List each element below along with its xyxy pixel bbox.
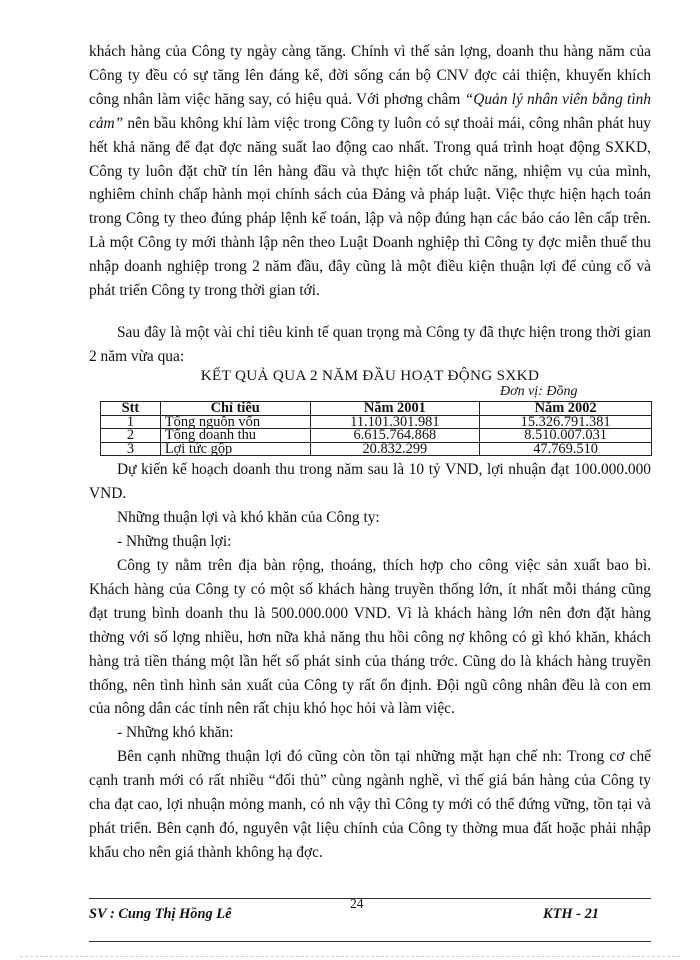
row-stt: 1 <box>101 415 161 429</box>
footer-rule-bottom <box>89 941 651 942</box>
table-row <box>101 442 652 456</box>
intro-text: khách hàng của Công ty ngày càng tăng. Chính vì thế sản lợng, doanh thu hàng năm của Công ty đều có sự tăng lên đáng kể, đời sống cán bộ CNV đợc cải thiện, khuyến khích công nhân làm việc hăng say, có hiệu quả. Với phơng châm <box>89 43 651 108</box>
table-title: KẾT QUẢ QUA 2 NĂM ĐẦU HOẠT ĐỘNG SXKD <box>200 367 540 384</box>
advantages-disadvantages-heading: Những thuận lợi và khó khăn của Công ty: <box>117 509 380 526</box>
footer-rule-top <box>89 898 651 899</box>
page-edge-divider <box>20 956 680 957</box>
indicators-intro: Sau đây là một vài chỉ tiêu kinh tế quan trọng mà Công ty đã thực hiện trong thời gian 2 năm vừa qua: <box>89 324 651 365</box>
intro-paragraph <box>89 40 651 303</box>
table-unit: Đơn vị: Đồng <box>500 384 578 399</box>
table-header-row <box>101 402 652 416</box>
footer-class-code: KTH - 21 <box>543 906 599 922</box>
header-year-2001: Năm 2001 <box>310 402 480 416</box>
row-value-2001: 20.832.299 <box>310 442 480 456</box>
results-table <box>100 401 652 456</box>
row-value-2002: 8.510.007.031 <box>480 429 652 443</box>
row-value-2001: 6.615.764.868 <box>310 429 480 443</box>
advantages-heading: - Những thuận lợi: <box>117 533 232 550</box>
table-row <box>101 429 652 443</box>
intro-text-continued: nên bầu không khí làm việc trong Công ty luôn có sự thoải mái, công nhân phát huy hết khả năng để đạt đợc năng suất lao động cao nhất. Trong quá trình hoạt động SXKD, Công ty luôn đặt chữ tín lên hàng đầu và thực hiện tốt chức năng, nhiệm vụ của mình, nghiêm chỉnh chấp hành mọi chính sách của Đảng và pháp luật. Việc thực hiện hạch toán trong Công ty theo đúng pháp lệnh kế toán, lập và nộp đúng hạn các báo cáo lên cấp trên. Là một Công ty mới thành lập nên theo Luật Doanh nghiệp thì Công ty đợc miễn thuế thu nhập doanh nghiệp trong 2 năm đầu, đây cũng là một điều kiện thuận lợi để củng cố và phát triển Công ty trong thời gian tới. <box>89 114 651 300</box>
header-indicator: Chỉ tiêu <box>160 402 310 416</box>
row-stt: 3 <box>101 442 161 456</box>
disadvantages-paragraph: Bên cạnh những thuận lợi đó cũng còn tồn tại những mặt hạn chế nh: Trong cơ chế cạnh tranh mới có rất nhiều “đối thủ” cùng ngành nghề, vì thế giá bán hàng của Công ty cha đạt cao, lợi nhuận mỏng manh, có nh vậy thì Công ty mới có thể đứng vững, tồn tại và phát triển. Bên cạnh đó, nguyên vật liệu chính của Công ty thờng mua đất hoặc phải nhập khẩu cho nên giá thành không hạ đợc. <box>89 748 651 861</box>
row-indicator: Tổng nguồn vốn <box>160 415 310 429</box>
row-indicator: Lợi tức gộp <box>160 442 310 456</box>
disadvantages-heading: - Những khó khăn: <box>117 724 234 741</box>
header-stt: Stt <box>101 402 161 416</box>
row-value-2002: 15.326.791.381 <box>480 415 652 429</box>
page-number: 24 <box>350 896 364 911</box>
revenue-plan-paragraph: Dự kiến kế hoạch doanh thu trong năm sau là 10 tỷ VND, lợi nhuận đạt 100.000.000 VND. <box>89 461 651 502</box>
row-stt: 2 <box>101 429 161 443</box>
row-value-2002: 47.769.510 <box>480 442 652 456</box>
footer-author: SV : Cung Thị Hồng Lê <box>89 906 232 922</box>
row-value-2001: 11.101.301.981 <box>310 415 480 429</box>
row-indicator: Tổng doanh thu <box>160 429 310 443</box>
advantages-paragraph: Công ty nằm trên địa bàn rộng, thoáng, thích hợp cho công việc sản xuất bao bì. Khách hàng của Công ty có một số khách hàng truyền thống lớn, ít nhất mỗi tháng cũng đạt trung bình doanh thu là 500.000.000 VND. Vì là khách hàng lớn nên đơn đặt hàng thờng với số lợng nhiều, hơn nữa khả năng thu hồi công nợ không có gì khó khăn, khách hàng trả tiền tháng một lần hết số phát sinh của tháng trớc. Cũng do là khách hàng truyền thống, nên tình hình sản xuất của Công ty rất ổn định. Đội ngũ công nhân đều là con em của nông dân các tỉnh nên rất chịu khó học hỏi và làm việc. <box>89 557 651 718</box>
header-year-2002: Năm 2002 <box>480 402 652 416</box>
motto-quote: “Quản lý nhân viên bằng tình cảm” <box>89 90 652 132</box>
